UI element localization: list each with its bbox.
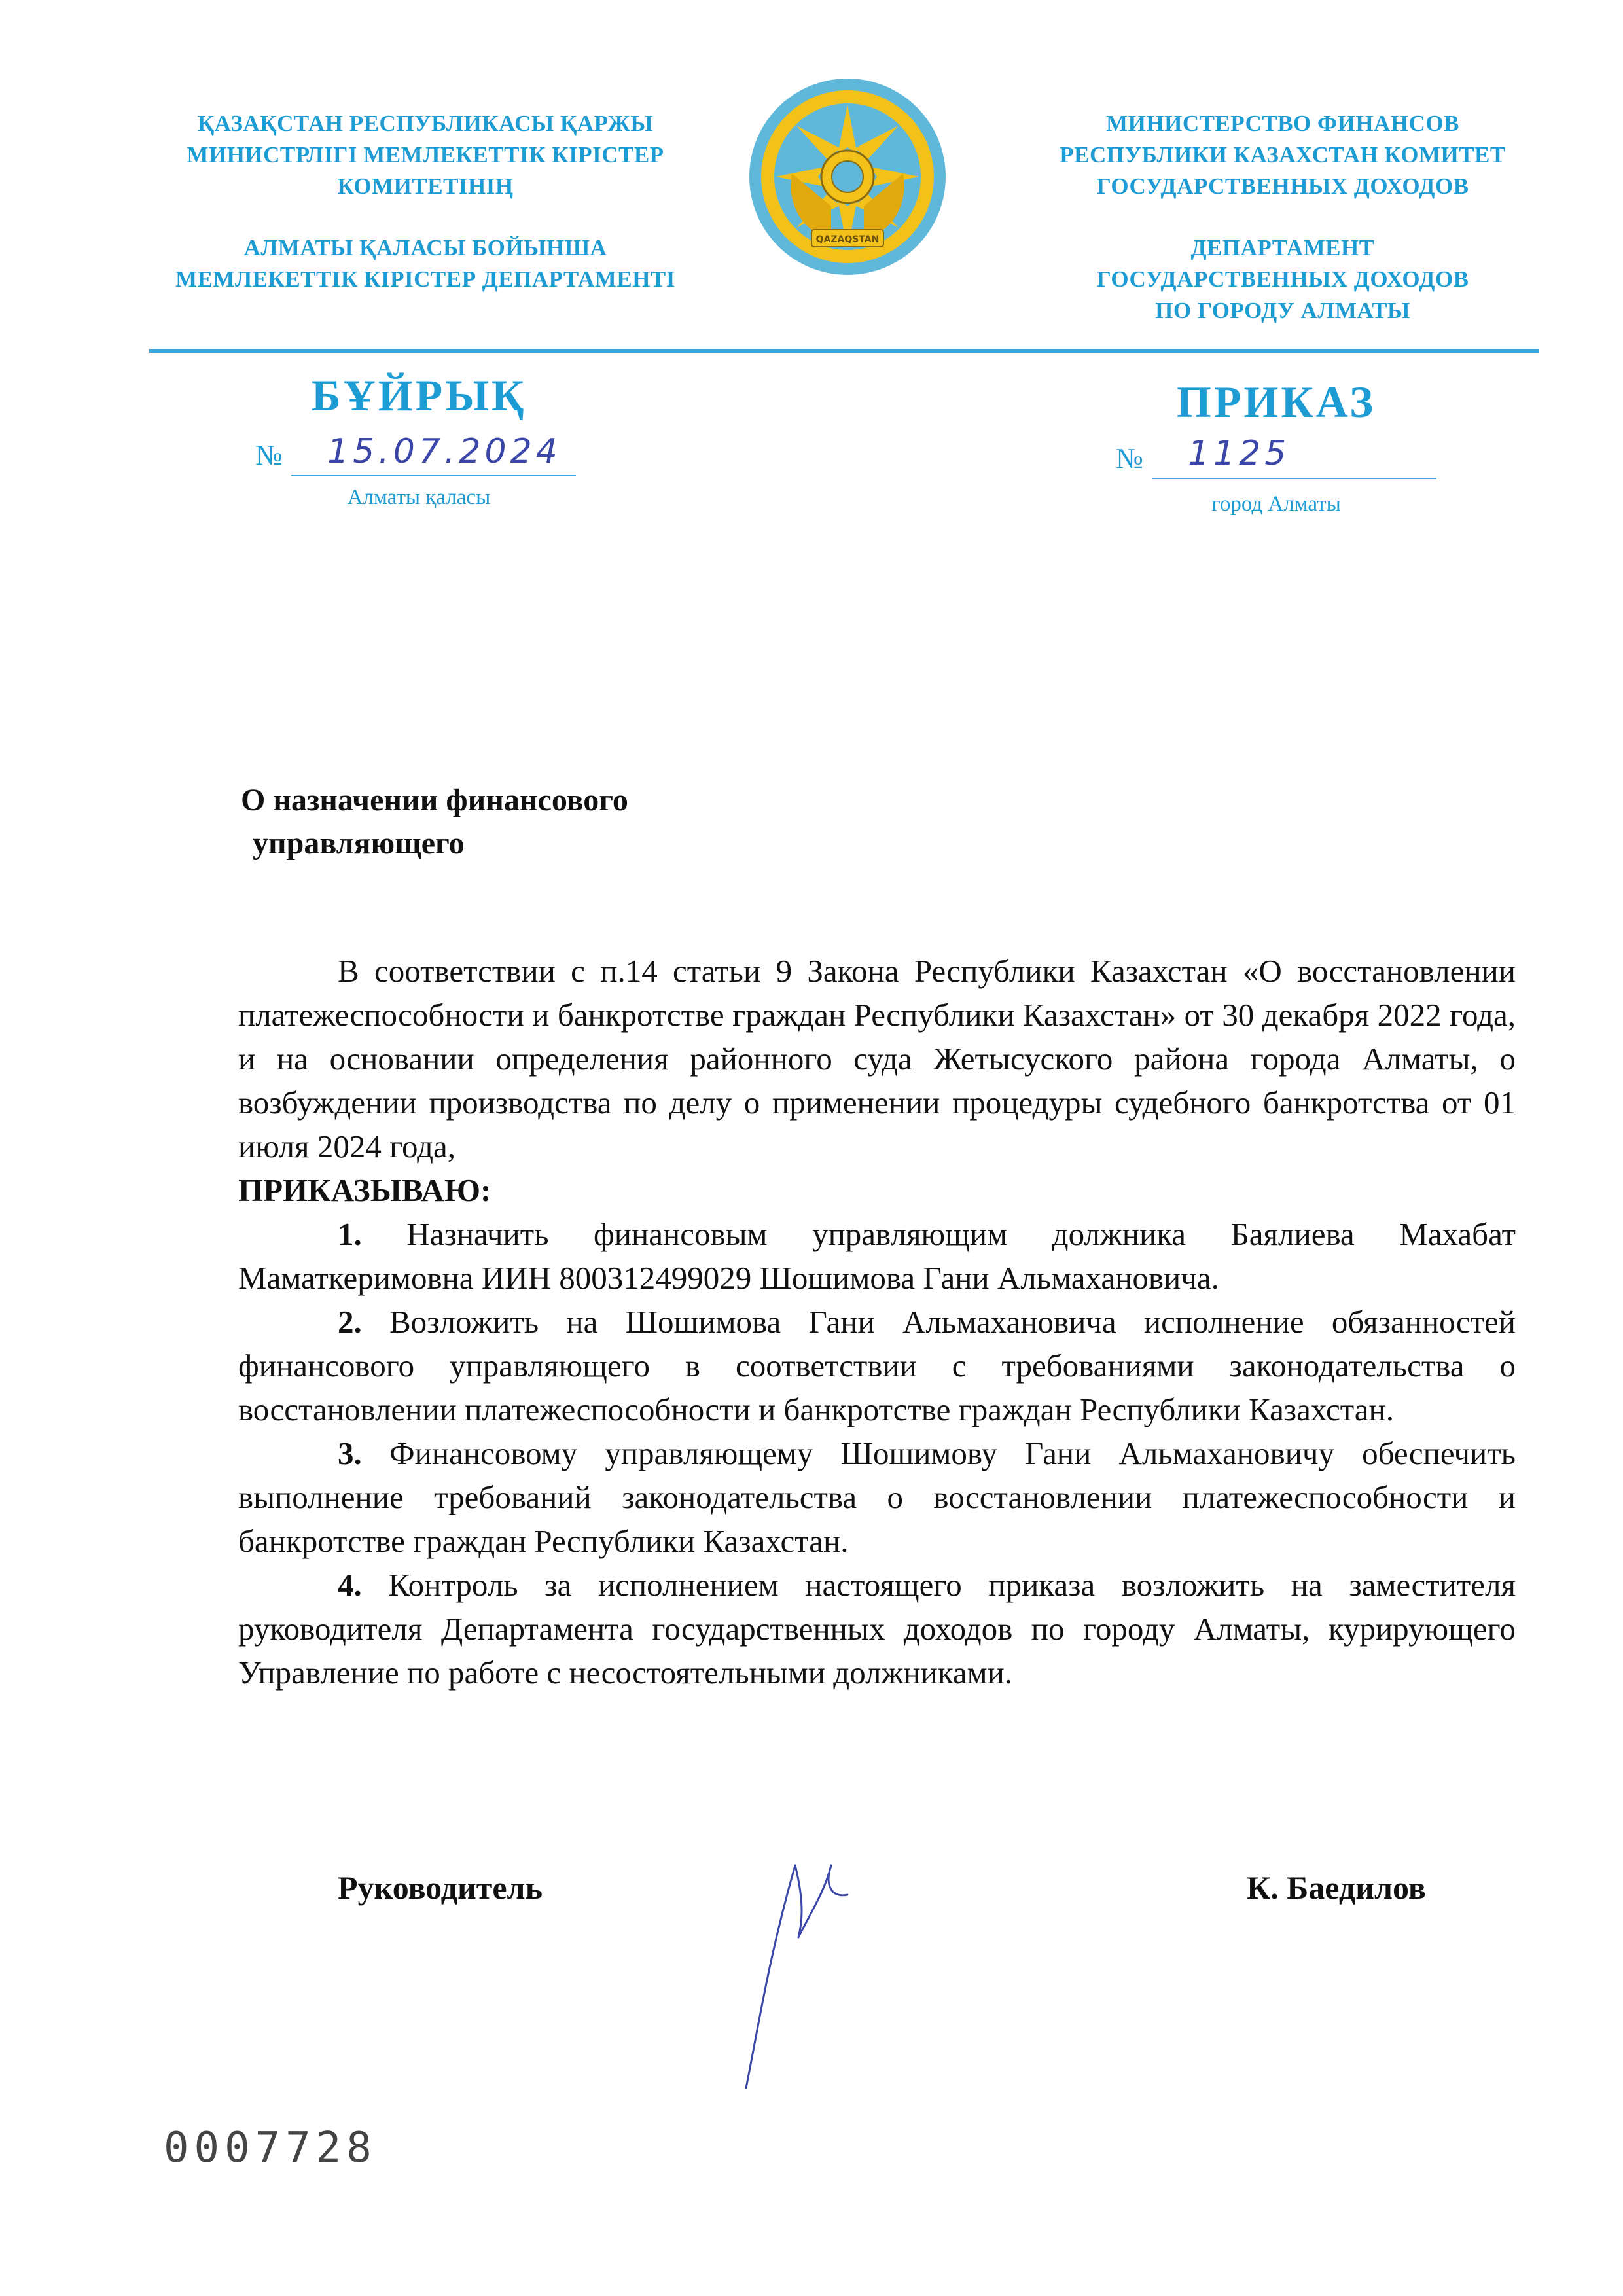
emblem-icon — [746, 75, 949, 278]
handwritten-date: 15.07.2024 — [327, 432, 562, 471]
order-item — [238, 1212, 1516, 1300]
order-title-kz: БҰЙРЫҚ — [311, 370, 527, 420]
item-number: 1. — [338, 1216, 362, 1252]
order-subject — [241, 779, 628, 865]
city-ru: город Алматы — [1211, 492, 1341, 516]
item-number: 4. — [338, 1567, 362, 1603]
number-sign-right: № — [1116, 442, 1143, 475]
state-emblem — [746, 75, 949, 278]
item-number: 2. — [338, 1304, 362, 1340]
item-text: Контроль за исполнением настоящего приказа возложить на заместителя руководителя Департамента государственных доходов по городу Алматы, курирующего Управление по работе с несостоятельными должниками. — [238, 1567, 1516, 1691]
header-left-line: АЛМАТЫ ҚАЛАСЫ БОЙЫНША — [243, 235, 607, 260]
item-text: Назначить финансовым управляющим должника Баялиева Махабат Маматкеримовна ИИН 800312499029 Шошимова Гани Альмахановича. — [238, 1216, 1516, 1296]
header-left-kz — [144, 108, 707, 295]
header-divider — [149, 349, 1539, 353]
emblem-text: QAZAQSTAN — [815, 234, 880, 245]
signature-icon — [733, 1826, 877, 2101]
order-word: ПРИКАЗЫВАЮ: — [238, 1172, 491, 1208]
header-left-line: МЕМЛЕКЕТТІК КІРІСТЕР ДЕПАРТАМЕНТІ — [175, 266, 675, 292]
header-right-line: ПО ГОРОДУ АЛМАТЫ — [1155, 298, 1410, 323]
handwritten-number: 1125 — [1188, 434, 1291, 473]
header-left-line: МИНИСТРЛІГІ МЕМЛЕКЕТТІК КІРІСТЕР — [187, 142, 664, 168]
order-body — [238, 949, 1516, 1695]
header-right-line: РЕСПУБЛИКИ КАЗАХСТАН КОМИТЕТ — [1060, 142, 1506, 168]
order-item — [238, 1300, 1516, 1431]
order-title-ru: ПРИКАЗ — [1177, 377, 1376, 427]
header-right-line: ДЕПАРТАМЕНТ — [1190, 235, 1375, 260]
signature-role: Руководитель — [338, 1869, 543, 1906]
city-kz: Алматы қаласы — [347, 486, 491, 509]
handwritten-signature — [733, 1826, 877, 2101]
order-item — [238, 1563, 1516, 1695]
body-intro: В соответствии с п.14 статьи 9 Закона Республики Казахстан «О восстановлении платежеспособности и банкротстве граждан Республики Казахстан» от 30 декабря 2022 года, и на основании определения районного суда Жетысуского района города Алматы, о возбуждении производства по делу о применении процедуры судебного банкротства от 01 июля 2024 года, — [238, 953, 1516, 1164]
subject-line: О назначении финансового — [241, 783, 628, 817]
item-text: Возложить на Шошимова Гани Альмахановича исполнение обязанностей финансового управляющего в соответствии с требованиями законодательства о восстановлении платежеспособности и банкротстве граждан Республики Казахстан. — [238, 1304, 1516, 1427]
header-right-line: ГОСУДАРСТВЕННЫХ ДОХОДОВ — [1096, 266, 1469, 292]
header-left-line: ҚАЗАҚСТАН РЕСПУБЛИКАСЫ ҚАРЖЫ — [197, 111, 654, 136]
order-item — [238, 1431, 1516, 1563]
signature-name: К. Баедилов — [1247, 1869, 1426, 1906]
serial-number: 0007728 — [164, 2124, 377, 2172]
header-left-line: КОМИТЕТІНІҢ — [337, 173, 514, 199]
header-right-line: ГОСУДАРСТВЕННЫХ ДОХОДОВ — [1096, 173, 1469, 199]
item-number: 3. — [338, 1435, 362, 1471]
header-right-ru — [1008, 108, 1558, 327]
subject-line: управляющего — [253, 826, 465, 861]
header-right-line: МИНИСТЕРСТВО ФИНАНСОВ — [1106, 111, 1459, 136]
number-sign-left: № — [255, 439, 283, 471]
item-text: Финансовому управляющему Шошимову Гани Альмахановичу обеспечить выполнение требований законодательства о восстановлении платежеспособности и банкротстве граждан Республики Казахстан. — [238, 1435, 1516, 1559]
